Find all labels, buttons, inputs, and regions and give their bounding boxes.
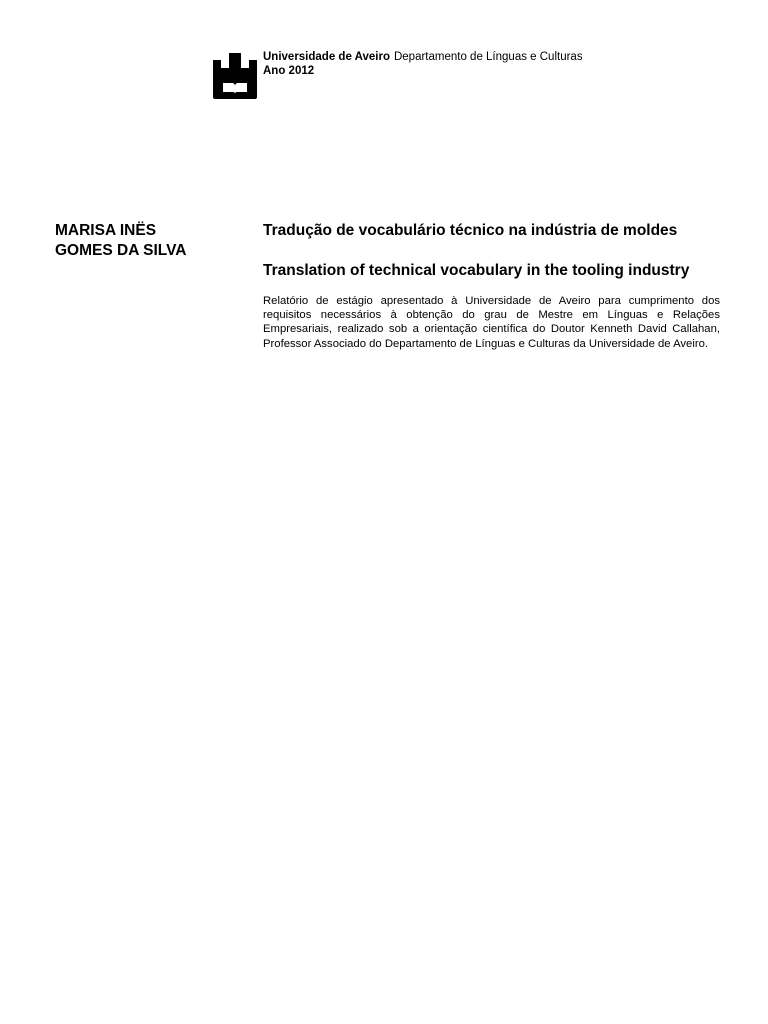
author-name <box>55 221 245 261</box>
author-name-line-1: MARISA INËS <box>55 222 157 239</box>
department-name: Departamento de Línguas e Culturas <box>393 51 583 63</box>
report-description: Relatório de estágio apresentado à Universidade de Aveiro para cumprimento dos requisitos necessários à obtenção do grau de Mestre em Línguas e Relações Empresariais, realizado sob a orientação científica do Doutor Kenneth David Callahan, Professor Associado do Departamento de Línguas e Culturas da Universidade de Aveiro. <box>263 295 720 350</box>
thesis-content <box>263 221 720 351</box>
document-header <box>263 50 683 78</box>
university-logo-icon <box>211 50 259 100</box>
title-portuguese: Tradução de vocabulário técnico na indústria de moldes <box>263 222 678 239</box>
year-label: Ano 2012 <box>263 65 315 77</box>
header-first-line <box>263 50 683 64</box>
title-english: Translation of technical vocabulary in the tooling industry <box>263 261 690 279</box>
university-name: Universidade de Aveiro <box>263 51 390 63</box>
author-name-line-2: GOMES DA SILVA <box>55 242 187 259</box>
